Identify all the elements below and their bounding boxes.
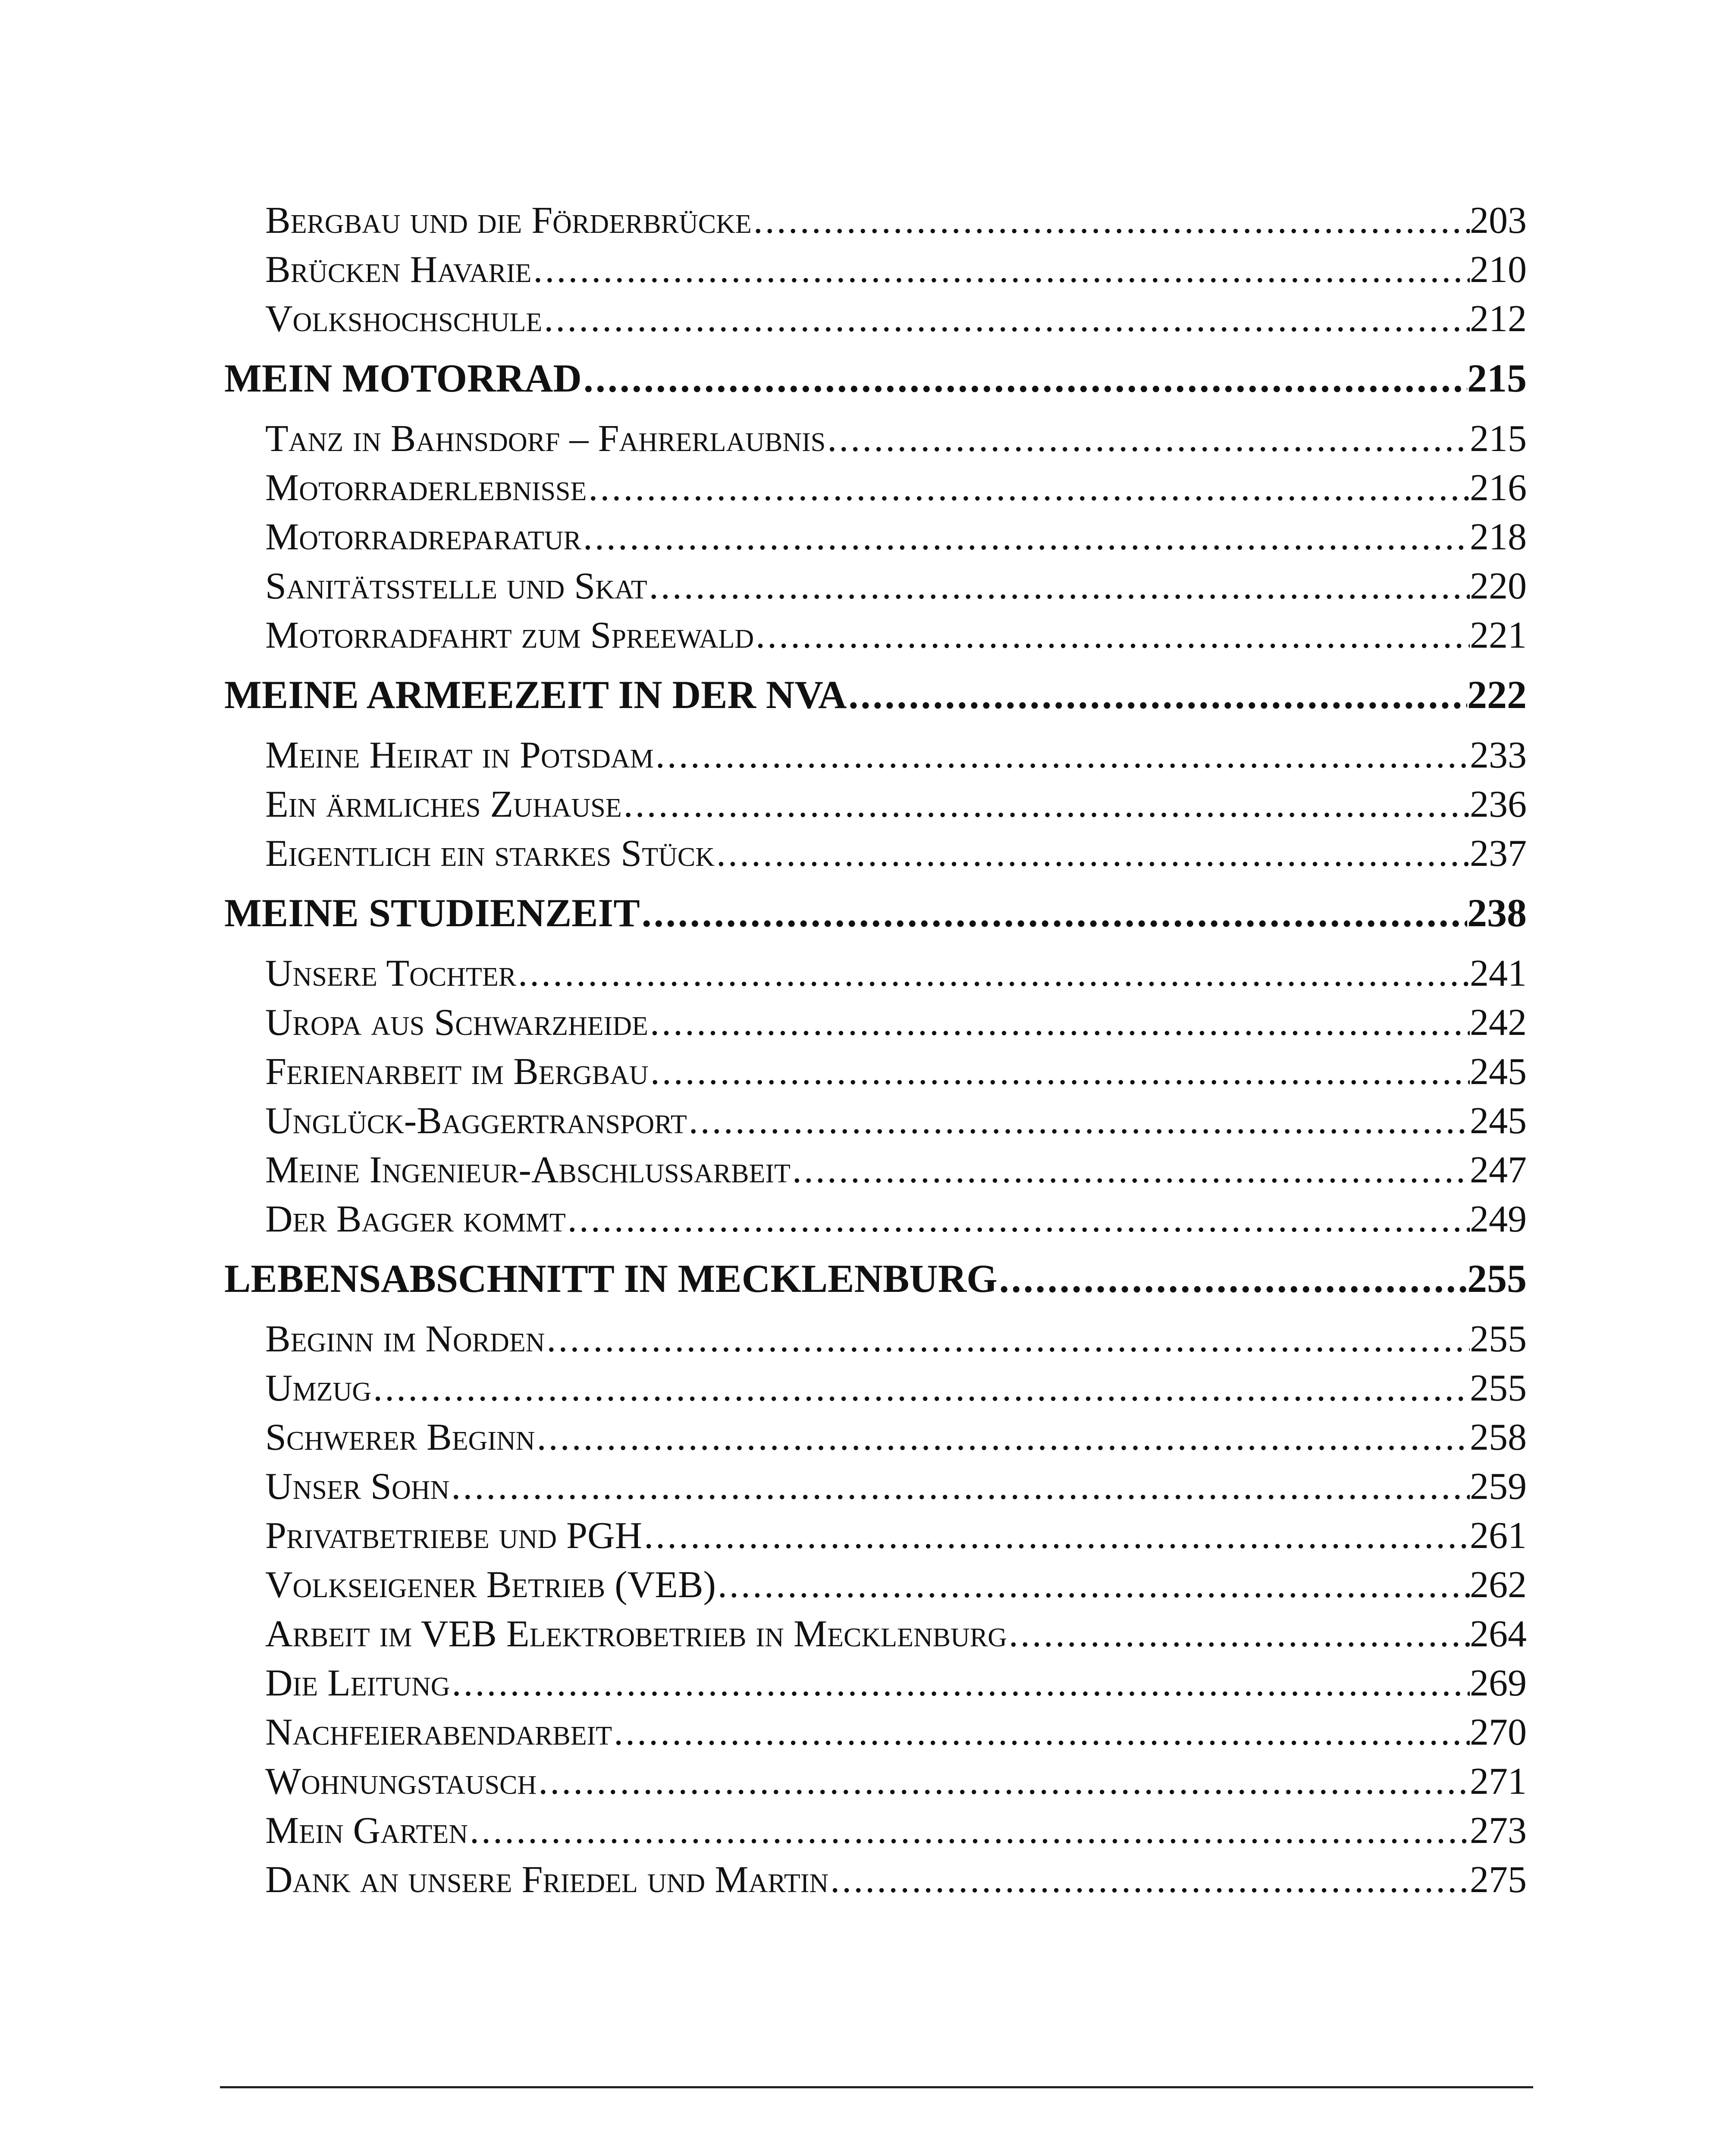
section-entry[interactable] <box>224 829 1527 878</box>
toc-section <box>224 353 1527 660</box>
dot-leader <box>647 562 1470 611</box>
section-page-number: 269 <box>1470 1662 1527 1704</box>
chapter-title: MEINE STUDIENZEIT <box>224 891 640 935</box>
section-title: Beginn im Norden <box>265 1318 545 1360</box>
section-page-number: 271 <box>1470 1761 1527 1802</box>
section-title: Mein Garten <box>265 1810 468 1852</box>
dot-leader <box>752 196 1470 245</box>
section-entry[interactable] <box>224 1511 1527 1561</box>
section-page-number: 212 <box>1470 298 1527 340</box>
dot-leader <box>581 513 1470 562</box>
dot-leader <box>371 1364 1470 1413</box>
dot-leader <box>754 611 1470 660</box>
dot-leader <box>468 1806 1470 1855</box>
chapter-page-number: 222 <box>1467 673 1527 717</box>
section-entry[interactable] <box>224 1315 1527 1364</box>
section-title: Volkseigener Betrieb (VEB) <box>265 1564 716 1606</box>
section-page-number: 255 <box>1470 1367 1527 1409</box>
section-entry[interactable] <box>224 1757 1527 1806</box>
section-title: Tanz in Bahnsdorf – Fahrerlaubnis <box>265 418 826 460</box>
dot-leader <box>648 998 1470 1047</box>
section-title: Umzug <box>265 1367 372 1409</box>
dot-leader <box>998 1253 1467 1304</box>
section-page-number: 218 <box>1470 516 1527 558</box>
section-title: Meine Heirat in Potsdam <box>265 734 654 776</box>
section-title: Motorradreparatur <box>265 516 581 558</box>
section-entry[interactable] <box>224 1855 1527 1905</box>
toc-section <box>224 670 1527 878</box>
section-title: Unglück-Baggertransport <box>265 1100 687 1142</box>
section-entry[interactable] <box>224 1364 1527 1413</box>
chapter-entry[interactable] <box>224 1253 1527 1304</box>
section-title: Eigentlich ein starkes Stück <box>265 833 715 874</box>
section-title: Meine Ingenieur-Abschlussarbeit <box>265 1149 791 1191</box>
toc-section <box>224 1253 1527 1905</box>
section-title: Brücken Havarie <box>265 249 532 291</box>
section-page-number: 221 <box>1470 614 1527 656</box>
section-entry[interactable] <box>224 245 1527 295</box>
chapter-title: LEBENSABSCHNITT IN MECKLENBURG <box>224 1257 998 1300</box>
section-title: Unsere Tochter <box>265 953 517 994</box>
section-title: Motorraderlebnisse <box>265 467 587 509</box>
section-page-number: 245 <box>1470 1051 1527 1093</box>
section-entry[interactable] <box>224 1047 1527 1097</box>
section-page-number: 255 <box>1470 1318 1527 1360</box>
dot-leader <box>537 1757 1470 1806</box>
footer-divider <box>220 2086 1533 2088</box>
section-title: Motorradfahrt zum Spreewald <box>265 614 754 656</box>
section-page-number: 220 <box>1470 565 1527 607</box>
dot-leader <box>531 245 1470 295</box>
section-page-number: 259 <box>1470 1466 1527 1507</box>
section-title: Die Leitung <box>265 1662 450 1704</box>
chapter-entry[interactable] <box>224 670 1527 720</box>
section-title: Dank an unsere Friedel und Martin <box>265 1859 829 1901</box>
section-title: Schwerer Beginn <box>265 1416 535 1458</box>
section-page-number: 241 <box>1470 953 1527 994</box>
section-entry[interactable] <box>224 196 1527 245</box>
section-page-number: 236 <box>1470 783 1527 825</box>
chapter-entry[interactable] <box>224 888 1527 938</box>
chapter-title: MEIN MOTORRAD <box>224 356 582 400</box>
dot-leader <box>535 1413 1470 1462</box>
dot-leader <box>791 1146 1470 1195</box>
section-entry[interactable] <box>224 780 1527 829</box>
section-page-number: 249 <box>1470 1198 1527 1240</box>
section-entry[interactable] <box>224 1610 1527 1659</box>
section-title: Sanitätsstelle und Skat <box>265 565 647 607</box>
section-entry[interactable] <box>224 1146 1527 1195</box>
section-page-number: 258 <box>1470 1416 1527 1458</box>
section-entry[interactable] <box>224 513 1527 562</box>
section-entry[interactable] <box>224 998 1527 1047</box>
dot-leader <box>715 829 1470 878</box>
section-entry[interactable] <box>224 949 1527 998</box>
dot-leader <box>687 1097 1470 1146</box>
section-page-number: 242 <box>1470 1002 1527 1044</box>
section-page-number: 245 <box>1470 1100 1527 1142</box>
dot-leader <box>654 731 1470 780</box>
section-page-number: 247 <box>1470 1149 1527 1191</box>
section-page-number: 273 <box>1470 1810 1527 1852</box>
section-entry[interactable] <box>224 1097 1527 1146</box>
chapter-entry[interactable] <box>224 353 1527 403</box>
section-title: Arbeit im VEB Elektrobetrieb in Mecklenburg <box>265 1613 1007 1655</box>
section-title: Wohnungstausch <box>265 1761 537 1802</box>
section-entry[interactable] <box>224 731 1527 780</box>
section-page-number: 215 <box>1470 418 1527 460</box>
toc-section <box>224 888 1527 1244</box>
section-page-number: 216 <box>1470 467 1527 509</box>
section-page-number: 237 <box>1470 833 1527 874</box>
section-page-number: 233 <box>1470 734 1527 776</box>
section-title: Der Bagger kommt <box>265 1198 566 1240</box>
section-title: Uropa aus Schwarzheide <box>265 1002 648 1044</box>
section-title: Ferienarbeit im Bergbau <box>265 1051 649 1093</box>
dot-leader <box>582 353 1467 403</box>
dot-leader <box>450 1659 1470 1708</box>
section-page-number: 261 <box>1470 1515 1527 1557</box>
section-title: Nachfeierabendarbeit <box>265 1711 612 1753</box>
section-entry[interactable] <box>224 562 1527 611</box>
section-entry[interactable] <box>224 1462 1527 1511</box>
section-entry[interactable] <box>224 1659 1527 1708</box>
section-entry[interactable] <box>224 464 1527 513</box>
dot-leader <box>1007 1610 1470 1659</box>
dot-leader <box>649 1047 1470 1097</box>
section-title: Privatbetriebe und PGH <box>265 1515 643 1557</box>
section-title: Bergbau und die Förderbrücke <box>265 200 752 241</box>
chapter-title: MEINE ARMEEZEIT IN DER NVA <box>224 673 847 717</box>
chapter-page-number: 238 <box>1467 891 1527 935</box>
section-entry[interactable] <box>224 295 1527 344</box>
dot-leader <box>640 888 1467 938</box>
section-entry[interactable] <box>224 1195 1527 1244</box>
section-page-number: 203 <box>1470 200 1527 241</box>
section-page-number: 262 <box>1470 1564 1527 1606</box>
dot-leader <box>545 1315 1470 1364</box>
section-entry[interactable] <box>224 414 1527 464</box>
dot-leader <box>622 780 1470 829</box>
dot-leader <box>612 1708 1470 1757</box>
section-title: Ein ärmliches Zuhause <box>265 783 622 825</box>
section-title: Volkshochschule <box>265 298 543 340</box>
dot-leader <box>716 1561 1470 1610</box>
section-title: Unser Sohn <box>265 1466 450 1507</box>
section-page-number: 264 <box>1470 1613 1527 1655</box>
section-entry[interactable] <box>224 1806 1527 1855</box>
dot-leader <box>587 464 1470 513</box>
section-entry[interactable] <box>224 1413 1527 1462</box>
dot-leader <box>642 1511 1470 1561</box>
table-of-contents <box>224 196 1527 1905</box>
section-entry[interactable] <box>224 1708 1527 1757</box>
chapter-page-number: 215 <box>1467 356 1527 400</box>
dot-leader <box>516 949 1470 998</box>
section-entry[interactable] <box>224 1561 1527 1610</box>
dot-leader <box>825 414 1470 464</box>
section-entry[interactable] <box>224 611 1527 660</box>
section-page-number: 210 <box>1470 249 1527 291</box>
toc-section <box>224 196 1527 344</box>
section-page-number: 270 <box>1470 1711 1527 1753</box>
dot-leader <box>449 1462 1470 1511</box>
dot-leader <box>566 1195 1470 1244</box>
dot-leader <box>542 295 1470 344</box>
section-page-number: 275 <box>1470 1859 1527 1901</box>
dot-leader <box>828 1855 1470 1905</box>
dot-leader <box>847 670 1467 720</box>
chapter-page-number: 255 <box>1467 1257 1527 1300</box>
